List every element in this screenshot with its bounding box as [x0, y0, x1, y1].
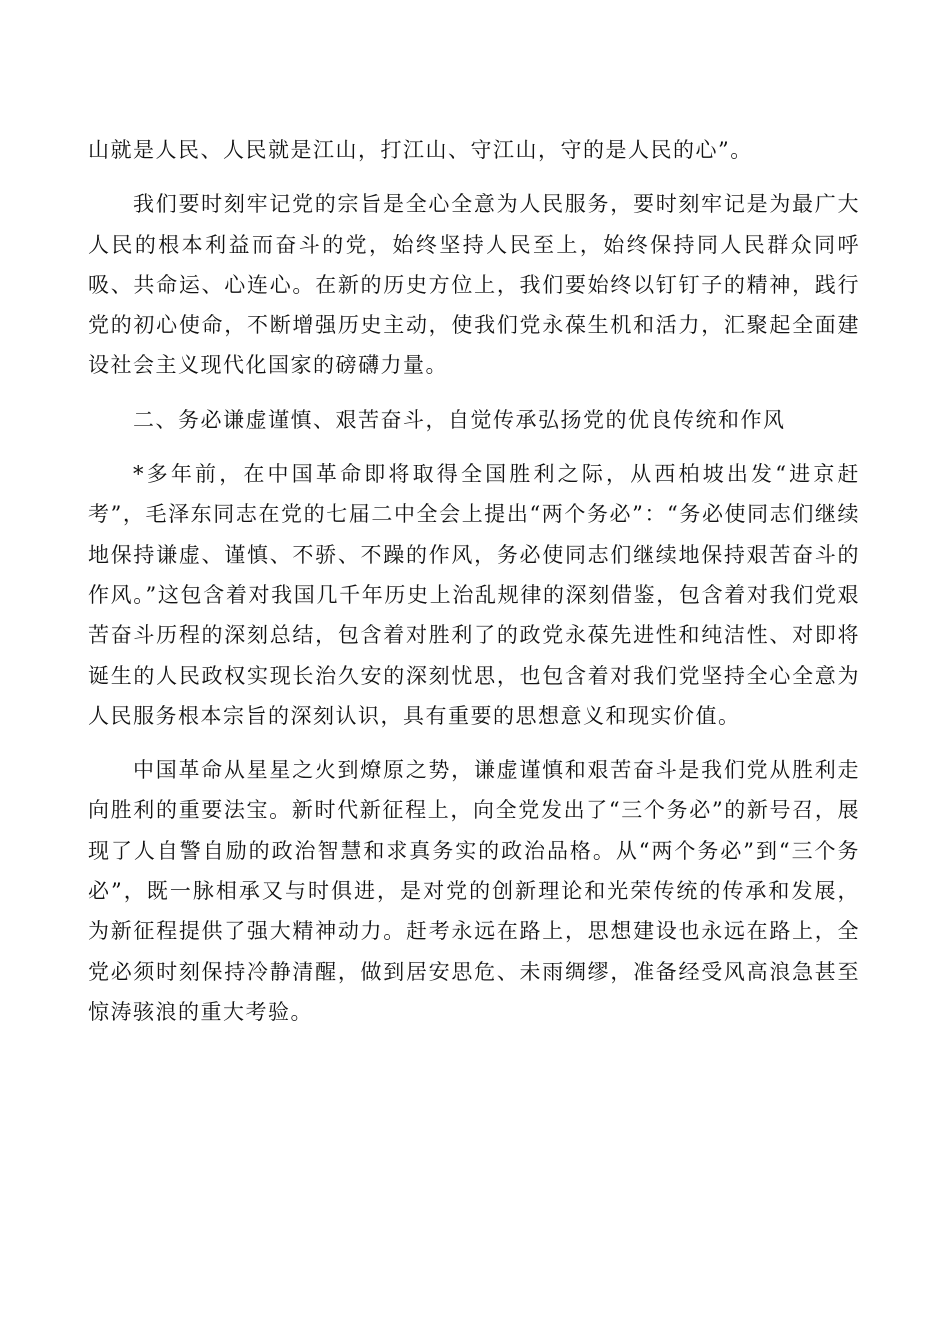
paragraph-2: 我们要时刻牢记党的宗旨是全心全意为人民服务，要时刻牢记是为最广大人民的根本利益而奋斗的党，始终坚持人民至上，始终保持同人民群众同呼吸、共命运、心连心。在新的历史方位上，我们要始终以钉钉子的精神，践行党的初心使命，不断增强历史主动，使我们党永葆生机和活力，汇聚起全面建设社会主义现代化国家的磅礴力量。 — [88, 192, 860, 378]
document-body — [88, 130, 860, 1046]
paragraph-3: *多年前，在中国革命即将取得全国胜利之际，从西柏坡出发“进京赶考”，毛泽东同志在党的七届二中全会上提出“两个务必”：“务必使同志们继续地保持谦虚、谨慎、不骄、不躁的作风，务必使同志们继续地保持艰苦奋斗的作风。”这包含着对我国几千年历史上治乱规律的深刻借鉴，包含着对我们党艰苦奋斗历程的深刻总结，包含着对胜利了的政党永葆先进性和纯洁性、对即将诞生的人民政权实现长治久安的深刻忧思，也包含着对我们党坚持全心全意为人民服务根本宗旨的深刻认识，具有重要的思想意义和现实价值。 — [88, 462, 860, 728]
section-heading: 二、务必谦虚谨慎、艰苦奋斗，自觉传承弘扬党的优良传统和作风 — [133, 407, 786, 432]
paragraph-1: 山就是人民、人民就是江山，打江山、守江山，守的是人民的心”。 — [88, 138, 753, 162]
paragraph-4: 中国革命从星星之火到燎原之势，谦虚谨慎和艰苦奋斗是我们党从胜利走向胜利的重要法宝。新时代新征程上，向全党发出了“三个务必”的新号召，展现了人自警自励的政治智慧和求真务实的政治品格。从“两个务必”到“三个务必”，既一脉相承又与时俱进，是对党的创新理论和光荣传统的传承和发展，为新征程提供了强大精神动力。赶考永远在路上，思想建设也永远在路上，全党必须时刻保持冷静清醒，做到居安思危、未雨绸缪，准备经受风高浪急甚至惊涛骇浪的重大考验。 — [88, 758, 860, 1024]
